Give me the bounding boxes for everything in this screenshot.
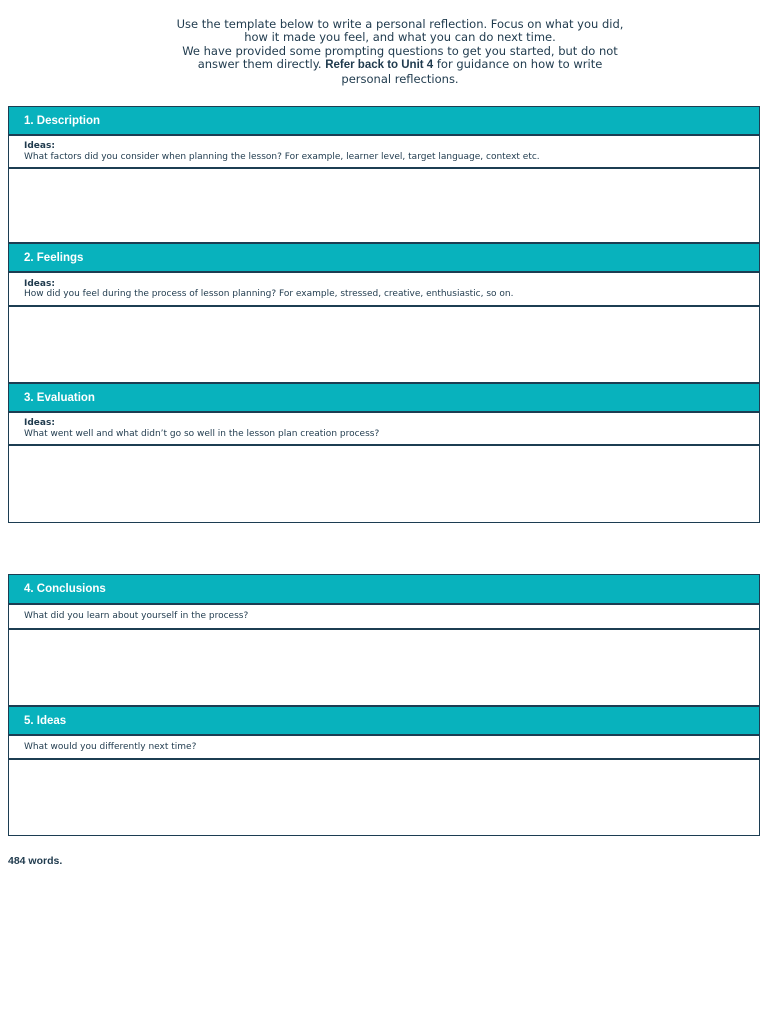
prompt-question: What factors did you consider when planning the lesson? For example, learner level, target language, context etc. — [24, 151, 540, 162]
section-prompt-ideas — [9, 736, 759, 760]
ideas-label: Ideas: — [24, 278, 55, 289]
answer-area-conclusions[interactable] — [9, 630, 759, 707]
answer-area-evaluation[interactable] — [9, 446, 759, 522]
section-prompt-conclusions — [9, 605, 759, 630]
section-title: 5. Ideas — [24, 714, 67, 727]
answer-area-ideas[interactable] — [9, 760, 759, 835]
ideas-label: Ideas: — [24, 141, 55, 151]
prompt-question: How did you feel during the process of lesson planning? For example, stressed, creative, enthusiastic, so on. — [24, 289, 514, 299]
section-prompt-description — [9, 136, 759, 169]
prompt-question: What did you learn about yourself in the process? — [24, 611, 249, 622]
instructions-line: how it made you feel, and what you can do next time. — [244, 30, 556, 45]
section-title: 2. Feelings — [24, 251, 84, 264]
section-prompt-feelings — [9, 273, 759, 307]
answer-area-description[interactable] — [9, 169, 759, 244]
section-header-ideas — [9, 707, 759, 736]
prompt-question: What went well and what didn’t go so well in the lesson plan creation process? — [24, 428, 380, 439]
section-title: 4. Conclusions — [24, 583, 106, 595]
reflection-table-part-1 — [8, 106, 760, 523]
prompt-question: What would you differently next time? — [24, 741, 197, 752]
instructions-line — [170, 58, 630, 72]
section-header-conclusions — [9, 575, 759, 605]
unit-reference: Refer back to Unit 4 — [325, 59, 434, 72]
instructions-line: personal reflections. — [341, 71, 459, 86]
instructions-line: We have provided some prompting questions to get you started, but do not — [182, 43, 618, 58]
ideas-label: Ideas: — [24, 418, 55, 428]
section-header-evaluation — [9, 384, 759, 413]
section-header-description — [9, 107, 759, 136]
section-title: 3. Evaluation — [24, 391, 95, 404]
instructions — [170, 18, 630, 86]
section-title: 1. Description — [24, 114, 101, 127]
section-header-feelings — [9, 244, 759, 273]
instructions-line: Use the template below to write a personal reflection. Focus on what you did, — [176, 17, 624, 31]
instructions-text: for guidance on how to write — [433, 57, 603, 72]
reflection-table-part-2 — [8, 574, 760, 836]
section-prompt-evaluation — [9, 413, 759, 446]
word-count: 484 words. — [8, 855, 63, 867]
instructions-text: answer them directly. — [197, 57, 326, 72]
answer-area-feelings[interactable] — [9, 307, 759, 384]
